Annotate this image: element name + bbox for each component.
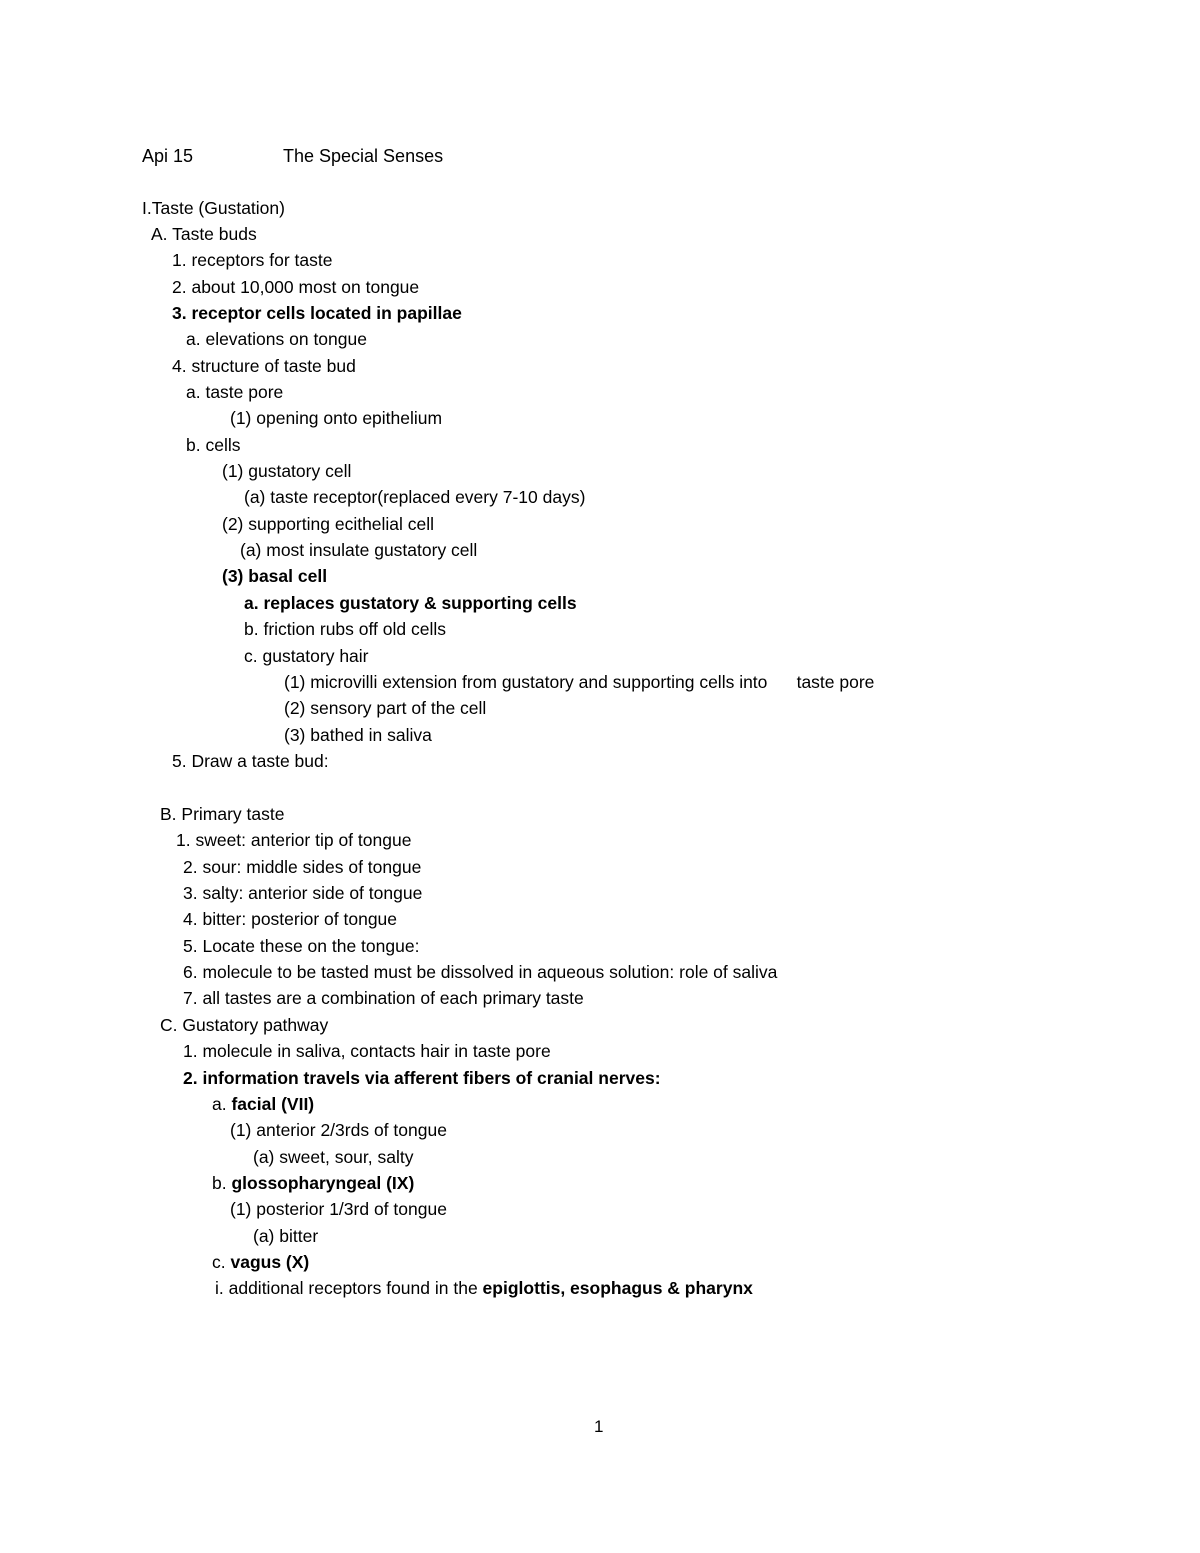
text: 2. sour: middle sides of tongue bbox=[183, 857, 422, 877]
outline-line bbox=[183, 882, 422, 904]
text: 5. Locate these on the tongue: bbox=[183, 936, 420, 956]
text: b. cells bbox=[186, 435, 241, 455]
outline-line bbox=[212, 1093, 314, 1115]
text: 3. salty: anterior side of tongue bbox=[183, 883, 423, 903]
text: 5. Draw a taste bud: bbox=[172, 751, 329, 771]
text: (a) sweet, sour, salty bbox=[253, 1147, 414, 1167]
outline-line bbox=[183, 908, 397, 930]
outline-line bbox=[212, 1251, 309, 1273]
outline-line bbox=[230, 407, 442, 429]
text: a. elevations on tongue bbox=[186, 329, 367, 349]
outline-line bbox=[284, 697, 486, 719]
text: B. Primary taste bbox=[160, 804, 285, 824]
outline-line bbox=[230, 1119, 447, 1141]
text: 4. bitter: posterior of tongue bbox=[183, 909, 398, 929]
outline-line bbox=[172, 276, 419, 298]
text: 1. sweet: anterior tip of tongue bbox=[176, 830, 412, 850]
text: 6. molecule to be tasted must be dissolved in aqueous solution: role of saliva bbox=[183, 962, 778, 982]
outline-line bbox=[215, 1277, 753, 1299]
text: a. taste pore bbox=[186, 382, 284, 402]
bold-text: glossopharyngeal (IX) bbox=[231, 1173, 415, 1193]
outline-line bbox=[244, 645, 369, 667]
outline-line bbox=[186, 328, 367, 350]
outline-line bbox=[284, 671, 874, 693]
outline-line bbox=[183, 1067, 661, 1089]
text: C. Gustatory pathway bbox=[160, 1015, 329, 1035]
text: a. bbox=[212, 1094, 232, 1114]
outline-line bbox=[183, 1040, 551, 1062]
text: i. additional receptors found in the bbox=[215, 1278, 483, 1298]
text: (a) bitter bbox=[253, 1226, 319, 1246]
outline-line bbox=[172, 302, 462, 324]
document-title: The Special Senses bbox=[283, 146, 444, 166]
outline-line bbox=[253, 1225, 318, 1247]
outline-line bbox=[240, 539, 477, 561]
bold-text: facial (VII) bbox=[231, 1094, 315, 1114]
text: b. bbox=[212, 1173, 232, 1193]
text: 2. about 10,000 most on tongue bbox=[172, 277, 420, 297]
text: (1) opening onto epithelium bbox=[230, 408, 443, 428]
outline-line bbox=[284, 724, 432, 746]
bold-text: epiglottis, esophagus & pharynx bbox=[482, 1278, 753, 1298]
outline-line bbox=[212, 1172, 414, 1194]
outline-line bbox=[186, 381, 283, 403]
bold-text: vagus (X) bbox=[230, 1252, 310, 1272]
text: 1. molecule in saliva, contacts hair in taste pore bbox=[183, 1041, 551, 1061]
text: b. friction rubs off old cells bbox=[244, 619, 446, 639]
bold-text: 2. information travels via afferent fibers of cranial nerves: bbox=[183, 1068, 661, 1088]
text: (1) posterior 1/3rd of tongue bbox=[230, 1199, 447, 1219]
outline-line bbox=[222, 460, 351, 482]
outline-line bbox=[160, 803, 284, 825]
outline-line bbox=[142, 197, 285, 219]
outline-line bbox=[183, 935, 419, 957]
outline-line bbox=[244, 592, 577, 614]
bold-text: 3. receptor cells located in papillae bbox=[172, 303, 462, 323]
text: A. Taste buds bbox=[151, 224, 257, 244]
bold-text: a. replaces gustatory & supporting cells bbox=[244, 593, 577, 613]
outline-line bbox=[172, 249, 333, 271]
text: c. gustatory hair bbox=[244, 646, 369, 666]
text: (2) supporting ecithelial cell bbox=[222, 514, 435, 534]
document-date: Api 15 bbox=[142, 146, 194, 166]
text: 4. structure of taste bud bbox=[172, 356, 356, 376]
text: 1. receptors for taste bbox=[172, 250, 333, 270]
text: (1) anterior 2/3rds of tongue bbox=[230, 1120, 447, 1140]
outline-line bbox=[253, 1146, 413, 1168]
page-number: 1 bbox=[594, 1417, 604, 1436]
outline-line bbox=[183, 987, 584, 1009]
text: I.Taste (Gustation) bbox=[142, 198, 285, 218]
outline-line bbox=[183, 961, 777, 983]
text: c. bbox=[212, 1252, 231, 1272]
outline-line bbox=[186, 434, 240, 456]
outline-line bbox=[172, 750, 329, 772]
outline-line bbox=[160, 1014, 328, 1036]
text: (a) most insulate gustatory cell bbox=[240, 540, 478, 560]
text: (3) bathed in saliva bbox=[284, 725, 432, 745]
outline-line bbox=[244, 618, 446, 640]
text: (2) sensory part of the cell bbox=[284, 698, 487, 718]
outline-line bbox=[244, 486, 585, 508]
outline-line bbox=[222, 565, 327, 587]
outline-line bbox=[151, 223, 257, 245]
text: (1) microvilli extension from gustatory and supporting cells into taste pore bbox=[284, 672, 875, 692]
outline-line bbox=[183, 856, 421, 878]
outline-line bbox=[172, 355, 356, 377]
outline-line bbox=[222, 513, 434, 535]
outline-line bbox=[176, 829, 411, 851]
text: (a) taste receptor(replaced every 7-10 days) bbox=[244, 487, 586, 507]
text: 7. all tastes are a combination of each primary taste bbox=[183, 988, 584, 1008]
bold-text: (3) basal cell bbox=[222, 566, 328, 586]
text: (1) gustatory cell bbox=[222, 461, 352, 481]
outline-line bbox=[230, 1198, 447, 1220]
